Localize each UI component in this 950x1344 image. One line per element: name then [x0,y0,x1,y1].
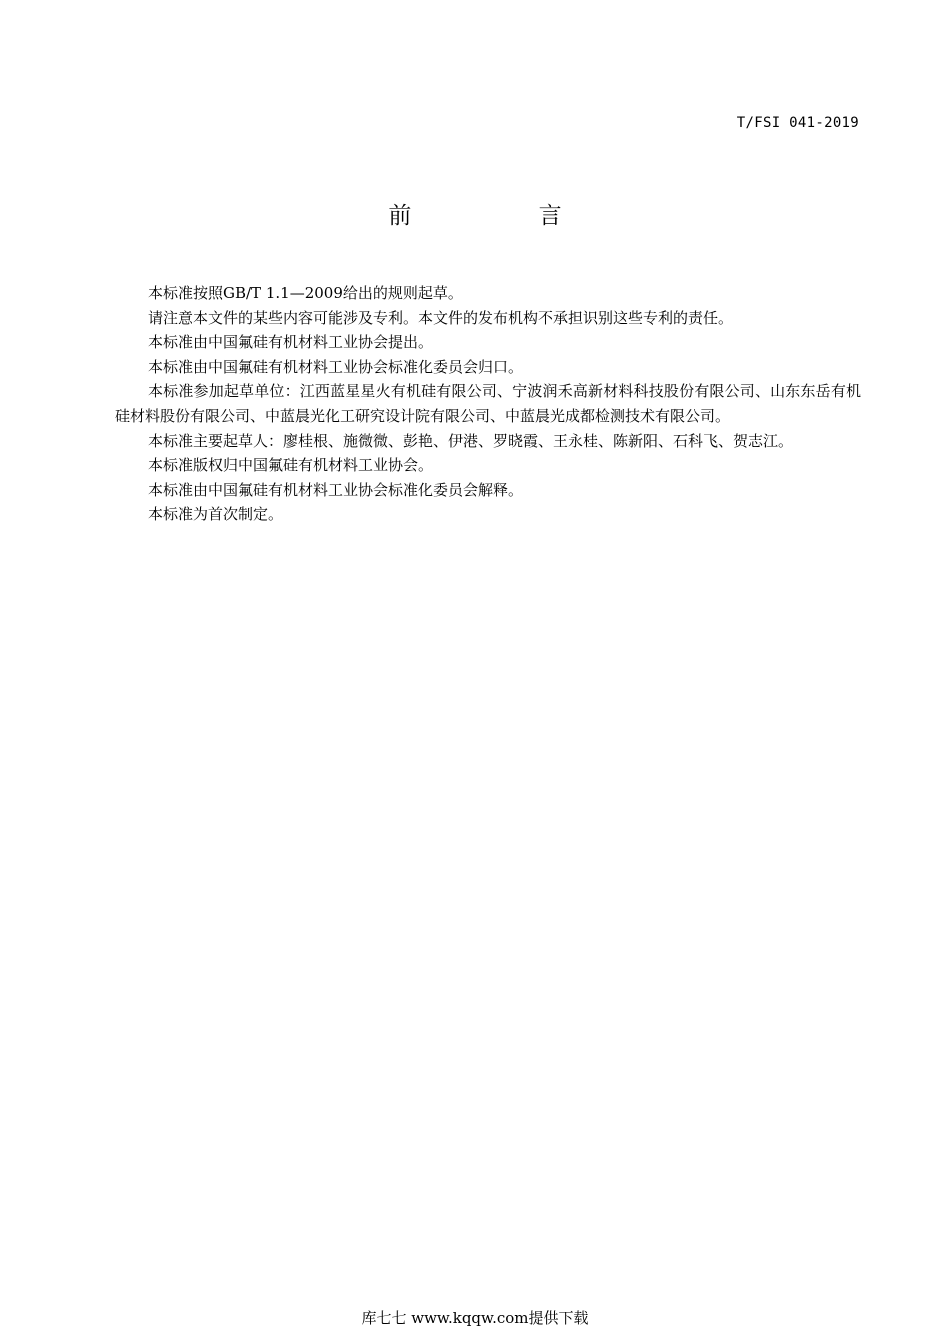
page-title: 前 言 [388,203,622,229]
paragraph-centralized-by: 本标准由中国氟硅有机材料工业协会标准化委员会归口。 [148,357,524,376]
preface-body [115,281,861,527]
paragraph-patent-notice: 请注意本文件的某些内容可能涉及专利。本文件的发布机构不承担识别这些专利的责任。 [148,308,734,327]
paragraph-main-drafters: 本标准主要起草人：廖桂根、施微微、彭艳、伊港、罗晓霞、王永桂、陈新阳、石科飞、贺志江。 [148,431,794,450]
paragraph-drafting-units: 本标准参加起草单位：江西蓝星星火有机硅有限公司、宁波润禾高新材料科技股份有限公司、山东东岳有机硅材料股份有限公司、中蓝晨光化工研究设计院有限公司、中蓝晨光成都检测技术有限公司。 [115,382,861,425]
paragraph-interpretation: 本标准由中国氟硅有机材料工业协会标准化委员会解释。 [148,480,524,499]
paragraph-drafting-rules: 本标准按照GB/T 1.1—2009给出的规则起草。 [148,284,463,302]
paragraph-copyright: 本标准版权归中国氟硅有机材料工业协会。 [148,456,434,475]
paragraph-first-edition: 本标准为首次制定。 [148,505,284,524]
document-code: T/FSI 041-2019 [736,115,859,131]
footer-watermark: 库七七 www.kqqw.com提供下载 [361,1309,589,1327]
paragraph-proposer: 本标准由中国氟硅有机材料工业协会提出。 [148,333,434,352]
